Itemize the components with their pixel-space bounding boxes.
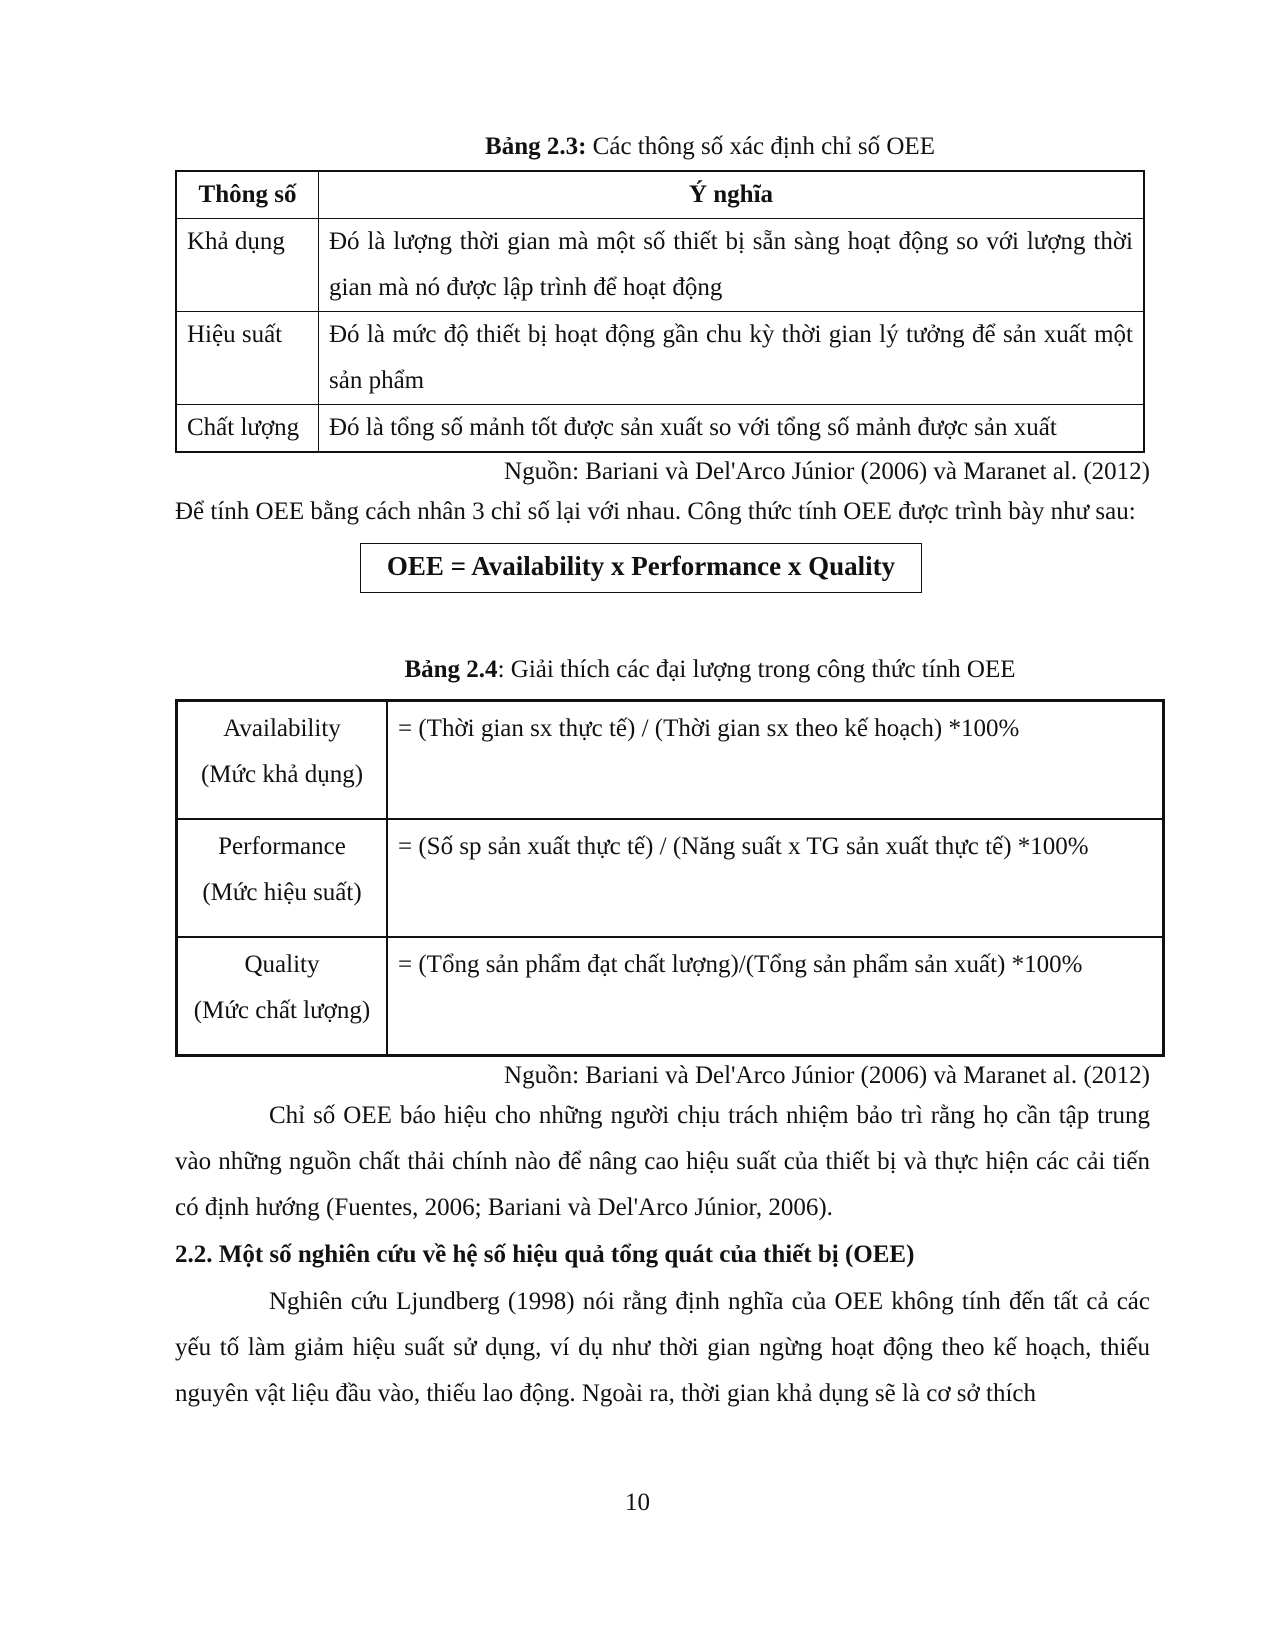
header-parameter: Thông số xyxy=(176,171,319,219)
table-row xyxy=(177,819,1164,937)
research-paragraph: Nghiên cứu Ljundberg (1998) nói rằng định nghĩa của OEE không tính đến tất cả các yếu tố làm giảm hiệu suất sử dụng, ví dụ như thời gian ngừng hoạt động theo kế hoạch, thiếu nguyên vật liệu đầu vào, thiếu lao động. Ngoài ra, thời gian khả dụng sẽ là cơ sở thích xyxy=(175,1288,1150,1407)
param-cell: Chất lượng xyxy=(176,405,319,453)
term-en: Performance xyxy=(218,833,346,860)
term-vi: (Mức chất lượng) xyxy=(193,997,371,1024)
term-vi: (Mức khả dụng) xyxy=(200,761,364,788)
page-number: 10 xyxy=(625,1489,650,1516)
term-cell xyxy=(177,819,388,937)
term-cell xyxy=(177,937,388,1056)
term-vi: (Mức hiệu suất) xyxy=(202,879,362,906)
intro-paragraph: Để tính OEE bằng cách nhân 3 chỉ số lại với nhau. Công thức tính OEE được trình bày như sau: xyxy=(175,498,1136,525)
section-heading-2-2: 2.2. Một số nghiên cứu về hệ số hiệu quả tổng quát của thiết bị (OEE) xyxy=(175,1241,915,1268)
table-row xyxy=(176,219,1144,312)
table-2-3-caption-label: Bảng 2.3: xyxy=(485,133,587,160)
meaning-cell: Đó là lượng thời gian mà một số thiết bị sẵn sàng hoạt động so với lượng thời gian mà nó được lập trình để hoạt động xyxy=(319,219,1145,312)
meaning-cell: Đó là tổng số mảnh tốt được sản xuất so với tổng số mảnh được sản xuất xyxy=(319,405,1145,453)
formula-cell: = (Số sp sản xuất thực tế) / (Năng suất x TG sản xuất thực tế) *100% xyxy=(387,819,1164,937)
formula-cell: = (Tổng sản phẩm đạt chất lượng)/(Tổng sản phẩm sản xuất) *100% xyxy=(387,937,1164,1056)
meaning-cell: Đó là mức độ thiết bị hoạt động gần chu kỳ thời gian lý tưởng để sản xuất một sản phẩm xyxy=(319,312,1145,405)
table-2-4-wrapper xyxy=(175,699,1165,1057)
param-cell: Hiệu suất xyxy=(176,312,319,405)
page-content xyxy=(175,132,1150,1417)
table-2-4-oee-formula-explanation xyxy=(175,699,1165,1057)
term-cell xyxy=(177,701,388,820)
term-en: Quality xyxy=(244,951,320,978)
table-header-row xyxy=(176,171,1144,219)
table-2-3-caption xyxy=(270,132,1150,162)
table-row xyxy=(176,312,1144,405)
oee-paragraph: Chỉ số OEE báo hiệu cho những người chịu trách nhiệm bảo trì rằng họ cần tập trung vào những nguồn chất thải chính nào để nâng cao hiệu suất của thiết bị và thực hiện các cải tiến có định hướng (Fuentes, 2006; Bariani và Del'Arco Júnior, 2006). xyxy=(175,1102,1150,1221)
table-2-3-caption-text: Các thông số xác định chỉ số OEE xyxy=(586,133,935,160)
term-en: Availability xyxy=(223,715,341,742)
table-row xyxy=(177,701,1164,820)
table-2-4-caption-label: Bảng 2.4 xyxy=(404,656,498,683)
formula-cell: = (Thời gian sx thực tế) / (Thời gian sx theo kế hoạch) *100% xyxy=(387,701,1164,820)
header-meaning: Ý nghĩa xyxy=(319,171,1145,219)
param-cell: Khả dụng xyxy=(176,219,319,312)
table-2-4-caption-text: : Giải thích các đại lượng trong công thức tính OEE xyxy=(497,656,1016,683)
table-row xyxy=(177,937,1164,1056)
table-2-3-oee-parameters xyxy=(175,170,1145,453)
table-2-3-source: Nguồn: Bariani và Del'Arco Júnior (2006) và Maranet al. (2012) xyxy=(504,458,1150,485)
table-2-4-caption xyxy=(270,655,1150,685)
table-row xyxy=(176,405,1144,453)
oee-formula-box: OEE = Availability x Performance x Quality xyxy=(360,543,922,593)
table-2-4-source: Nguồn: Bariani và Del'Arco Júnior (2006) và Maranet al. (2012) xyxy=(504,1062,1150,1089)
